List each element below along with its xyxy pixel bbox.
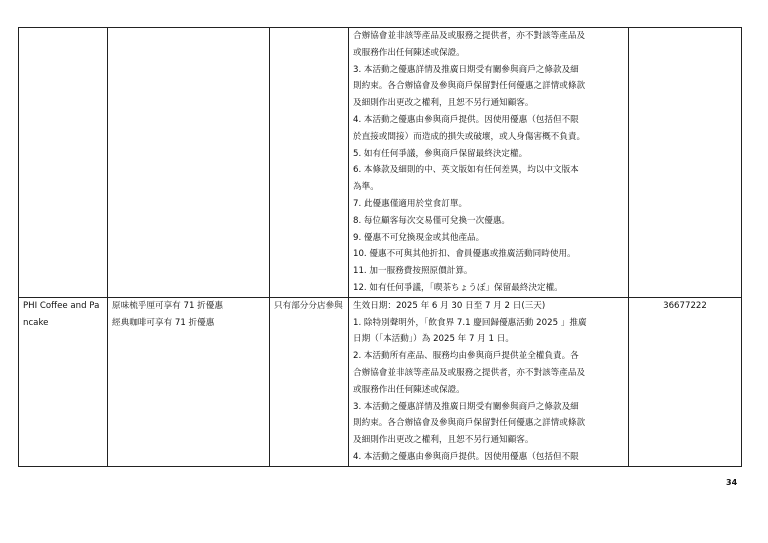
terms-line: 8. 每位顧客每次交易僅可兌換一次優惠。	[353, 215, 511, 226]
terms-cell	[349, 28, 629, 298]
terms-line: 12. 如有任何爭議，「喫茶ちょうぼ」保留最終決定權。	[353, 282, 563, 293]
terms-line: 或服務作出任何陳述或保證。	[353, 47, 465, 58]
terms-line: 為準。	[353, 182, 379, 193]
terms-line: 則約束。各合辦協會及參與商戶保留對任何優惠之詳情或條款	[353, 81, 586, 92]
terms-line: 11. 加一服務費按照原價計算。	[353, 266, 473, 277]
terms-line: 或服務作出任何陳述或保證。	[353, 384, 465, 395]
terms-line: 生效日期：2025 年 6 月 30 日至 7 月 2 日(三天)	[353, 300, 546, 311]
table-row	[19, 297, 742, 466]
branch-cell	[270, 28, 349, 298]
page-number: 34	[726, 478, 738, 487]
phone-cell: 36677222	[629, 297, 742, 466]
terms-line: 9. 優惠不可兌換現金或其他產品。	[353, 232, 485, 243]
terms-line: 及細則作出更改之權利，且恕不另行通知顧客。	[353, 98, 534, 109]
offer-cell	[108, 28, 270, 298]
shop-name-cell	[19, 28, 108, 298]
terms-cell	[349, 297, 629, 466]
terms-line: 合辦協會並非該等產品及或服務之提供者，亦不對該等產品及	[353, 367, 586, 378]
branch-cell: 只有部分分店參與	[270, 297, 349, 466]
terms-line: 1. 除特別聲明外，「飲食界 7.1 慶回歸優惠活動 2025 」推廣	[353, 317, 587, 328]
terms-line: 2. 本活動所有產品、服務均由參與商戶提供並全權負責。各	[353, 351, 579, 362]
terms-line: 3. 本活動之優惠詳情及推廣日期受有關參與商戶之條款及細	[353, 401, 579, 412]
terms-line: 4. 本活動之優惠由參與商戶提供。因使用優惠（包括但不限	[353, 451, 579, 462]
terms-line: 合辦協會並非該等產品及或服務之提供者，亦不對該等產品及	[353, 31, 586, 41]
offer-cell: 原味梳乎厘可享有 71 折優惠 經典咖啡可享有 71 折優惠	[108, 297, 270, 466]
terms-line: 5. 如有任何爭議，參與商戶保留最終決定權。	[353, 148, 528, 159]
shop-name-cell: PHI Coffee and Pancake	[19, 297, 108, 466]
terms-line: 3. 本活動之優惠詳情及推廣日期受有關參與商戶之條款及細	[353, 64, 579, 75]
terms-line: 日期（「本活動」）為 2025 年 7 月 1 日。	[353, 334, 514, 345]
table-row	[19, 28, 742, 298]
terms-line: 4. 本活動之優惠由參與商戶提供。因使用優惠（包括但不限	[353, 114, 579, 125]
terms-line: 則約束。各合辦協會及參與商戶保留對任何優惠之詳情或條款	[353, 418, 586, 429]
terms-line: 於直接或間接）而造成的損失或破壞，或人身傷害概不負責。	[353, 131, 586, 142]
terms-line: 7. 此優惠僅適用於堂食訂單。	[353, 198, 468, 209]
terms-line: 10. 優惠不可與其他折扣、會員優惠或推廣活動同時使用。	[353, 249, 576, 260]
terms-line: 及細則作出更改之權利，且恕不另行通知顧客。	[353, 435, 534, 446]
terms-line: 6. 本條款及細則的中、英文版如有任何差異，均以中文版本	[353, 165, 579, 176]
promotion-table	[18, 27, 742, 467]
phone-cell	[629, 28, 742, 298]
